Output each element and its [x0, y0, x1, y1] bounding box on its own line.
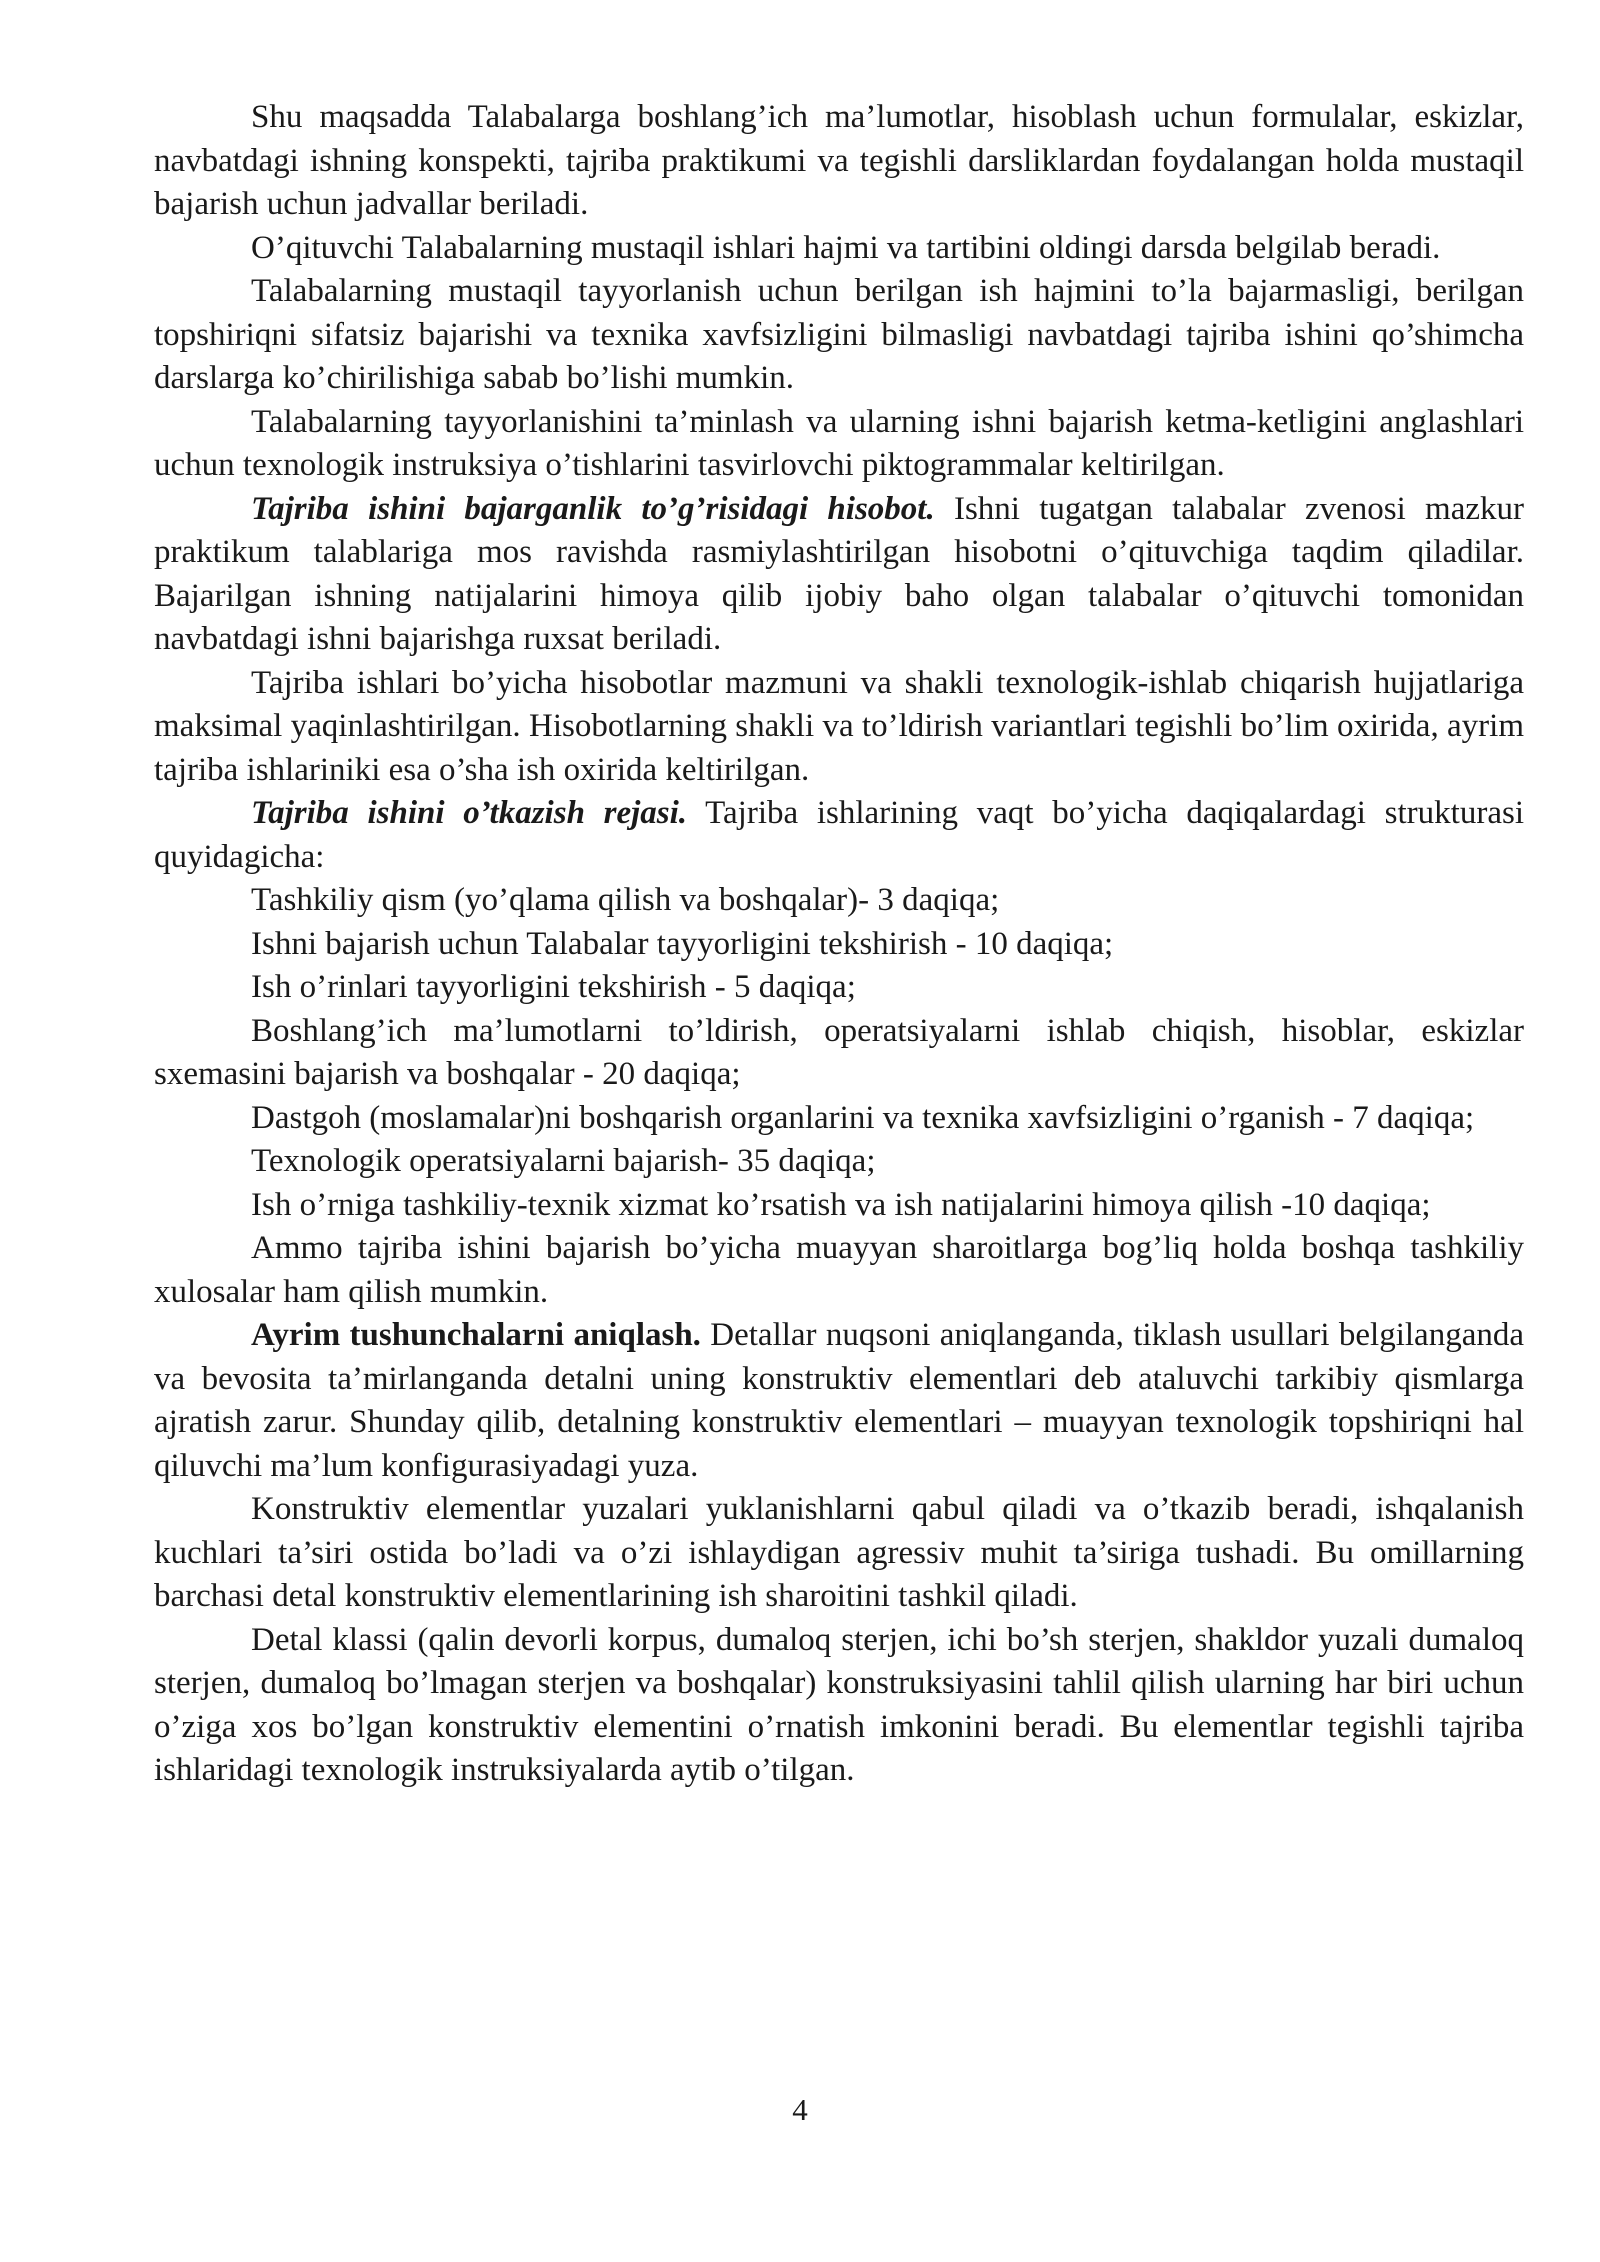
- paragraph-text: Tajriba ishlarining vaqt bo’yicha daqiqalardagi strukturasi quyidagicha:: [154, 795, 1524, 875]
- plan-item-text: Ish o’rniga tashkiliy-texnik xizmat ko’rsatish va ish natijalarini himoya qilish -10 daqiqa;: [251, 1186, 1431, 1223]
- paragraph-heading-plan: Tajriba ishini o’tkazish rejasi.: [251, 795, 688, 831]
- paragraph-pictograms: [154, 401, 1524, 488]
- paragraph-text: Konstruktiv elementlar yuzalari yuklanishlarni qabul qiladi va o’tkazib beradi, ishqalanish kuchlari ta’siri ostida bo’ladi va o’zi ishlaydigan agressiv muhit ta’siriga tushadi. Bu omillarning barchasi detal konstruktiv elementlarining ish sharoitini tashkil qiladi.: [154, 1491, 1524, 1614]
- paragraph-text: Ishni tugatgan talabalar zvenosi mazkur praktikum talablariga mos ravishda rasmiylashtirilgan hisobotni o’qituvchiga taqdim qiladilar. Bajarilgan ishning natijalarini himoya qilib ijobiy baho olgan talabalar o’qituvchi tomonidan navbatdagi ishni bajarishga ruxsat beriladi.: [154, 490, 1524, 657]
- paragraph-text: Tajriba ishlari bo’yicha hisobotlar mazmuni va shakli texnologik-ishlab chiqarish hujjatlariga maksimal yaqinlashtirilgan. Hisobotlarning shakli va to’ldirish variantlari tegishli bo’lim oxirida, ayrim tajriba ishlariniki esa o’sha ish oxirida keltirilgan.: [154, 664, 1524, 788]
- plan-item-text: Tashkiliy qism (yo’qlama qilish va boshqalar)- 3 daqiqa;: [251, 882, 1000, 918]
- plan-item-text: Ishni bajarish uchun Talabalar tayyorligini tekshirish - 10 daqiqa;: [251, 925, 1114, 962]
- plan-item-text: Ish o’rinlari tayyorligini tekshirish - 5 daqiqa;: [251, 969, 856, 1005]
- paragraph-plan: [154, 792, 1524, 879]
- paragraph-text: Talabalarning mustaqil tayyorlanish uchun berilgan ish hajmini to’la bajarmasligi, berilgan topshiriqni sifatsiz bajarishi va texnika xavfsizligini bilmasligi navbatdagi tajriba ishini qo’shimcha darslarga ko’chirilishiga sabab bo’lishi mumkin.: [154, 273, 1524, 396]
- paragraph-text: Shu maqsadda Talabalarga boshlang’ich ma’lumotlar, hisoblash uchun formulalar, eskizlar, navbatdagi ishning konspekti, tajriba praktikumi va tegishli darsliklardan foydalangan holda mustaqil bajarish uchun jadvallar beriladi.: [154, 99, 1524, 222]
- document-body: [154, 96, 1524, 1793]
- plan-item-organizational: [154, 879, 1524, 923]
- page-number: 4: [792, 2092, 808, 2127]
- plan-item-operations: [154, 1140, 1524, 1184]
- plan-item-readiness-check: [154, 923, 1524, 967]
- paragraph-report-content: [154, 662, 1524, 793]
- paragraph-report: [154, 488, 1524, 662]
- paragraph-text: Ammo tajriba ishini bajarish bo’yicha muayyan sharoitlarga bog’liq holda boshqa tashkiliy xulosalar ham qilish mumkin.: [154, 1230, 1524, 1310]
- paragraph-text: Talabalarning tayyorlanishini ta’minlash va ularning ishni bajarish ketma-ketligini anglashlari uchun texnologik instruksiya o’tishlarini tasvirlovchi piktogrammalar keltirilgan.: [154, 403, 1524, 483]
- paragraph-intro-materials: [154, 96, 1524, 227]
- paragraph-other-conclusions: [154, 1227, 1524, 1314]
- paragraph-text: O’qituvchi Talabalarning mustaqil ishlari hajmi va tartibini oldingi darsda belgilab beradi.: [251, 229, 1441, 266]
- plan-item-text: Dastgoh (moslamalar)ni boshqarish organlarini va texnika xavfsizligini o’rganish - 7 daqiqa;: [251, 1099, 1475, 1136]
- paragraph-heading-report: Tajriba ishini bajarganlik to’g’risidagi hisobot.: [251, 490, 935, 527]
- paragraph-element-surfaces: [154, 1488, 1524, 1619]
- paragraph-detail-class: [154, 1619, 1524, 1793]
- paragraph-incomplete-work: [154, 270, 1524, 401]
- paragraph-text: Detallar nuqsoni aniqlanganda, tiklash usullari belgilanganda va bevosita ta’mirlanganda detalni uning konstruktiv elementlari deb ataluvchi tarkibiy qismlarga ajratish zarur. Shunday qilib, detalning konstruktiv elementlari – muayyan texnologik topshiriqni hal qiluvchi ma’lum konfigurasiyadagi yuza.: [154, 1317, 1524, 1484]
- plan-item-initial-data: [154, 1010, 1524, 1097]
- paragraph-teacher-sets-volume: [154, 227, 1524, 271]
- plan-item-text: Boshlang’ich ma’lumotlarni to’ldirish, operatsiyalarni ishlab chiqish, hisoblar, eskizlar sxemasini bajarish va boshqalar - 20 daqiqa;: [154, 1012, 1524, 1092]
- paragraph-definitions: [154, 1314, 1524, 1488]
- plan-item-workplace-check: [154, 966, 1524, 1010]
- paragraph-text: Detal klassi (qalin devorli korpus, dumaloq sterjen, ichi bo’sh sterjen, shakldor yuzali dumaloq sterjen, dumaloq bo’lmagan sterjen va boshqalar) konstruksiyasini tahlil qilish ularning har biri uchun o’ziga xos bo’lgan konstruktiv elementini o’rnatish imkonini beradi. Bu elementlar tegishli tajriba ishlaridagi texnologik instruksiyalarda aytib o’tilgan.: [154, 1621, 1524, 1788]
- paragraph-heading-definitions: Ayrim tushunchalarni aniqlash.: [251, 1317, 701, 1353]
- plan-item-machine-controls: [154, 1097, 1524, 1141]
- plan-item-text: Texnologik operatsiyalarni bajarish- 35 daqiqa;: [251, 1143, 876, 1179]
- plan-item-service-defense: [154, 1184, 1524, 1228]
